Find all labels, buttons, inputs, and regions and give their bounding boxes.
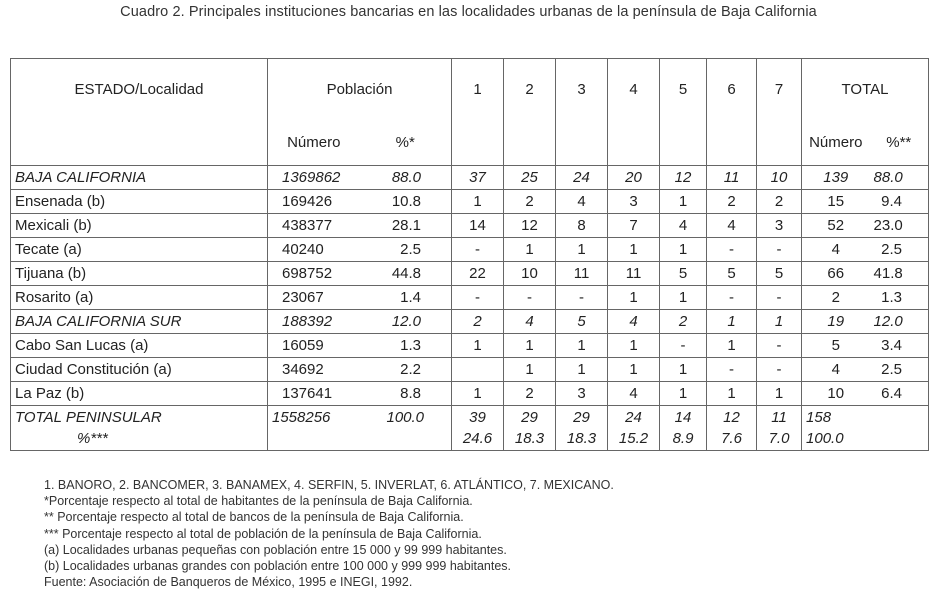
footnote-line: 1. BANORO, 2. BANCOMER, 3. BANAMEX, 4. SERFIN, 5. INVERLAT, 6. ATLÁNTICO, 7. MEXICANO. — [44, 478, 614, 492]
row-population-pct: 88.0 — [360, 166, 452, 190]
header-bank-6: 6 — [707, 59, 757, 166]
row-bank-2: 1 — [504, 358, 556, 382]
row-bank-2: 25 — [504, 166, 556, 190]
header-bank-7: 7 — [757, 59, 802, 166]
row-population-number: 40240 — [268, 238, 360, 262]
row-total-pct: 12.0 — [870, 310, 929, 334]
total-bank-count: 29 — [521, 409, 538, 426]
row-bank-2: 1 — [504, 334, 556, 358]
header-row-1 — [11, 59, 929, 135]
row-bank-3: 1 — [556, 238, 608, 262]
row-population-number: 137641 — [268, 382, 360, 406]
row-bank-4: 1 — [608, 286, 660, 310]
row-bank-5: 1 — [660, 238, 707, 262]
total-bank-count: 39 — [469, 409, 486, 426]
row-bank-7: - — [757, 358, 802, 382]
total-bank-count: 29 — [573, 409, 590, 426]
total-number-pct: 100.0 — [806, 430, 844, 447]
row-locality: Cabo San Lucas (a) — [11, 334, 268, 358]
row-bank-5: 1 — [660, 358, 707, 382]
table-row — [11, 262, 929, 286]
table-row — [11, 358, 929, 382]
row-total-number: 4 — [802, 358, 870, 382]
row-population-pct: 2.2 — [360, 358, 452, 382]
row-bank-3: 1 — [556, 358, 608, 382]
total-bank-pct: 18.3 — [514, 430, 545, 447]
total-population-number: 1558256 — [272, 409, 331, 426]
row-total-number: 5 — [802, 334, 870, 358]
table-row — [11, 310, 929, 334]
row-total-number: 4 — [802, 238, 870, 262]
row-bank-6: 1 — [707, 310, 757, 334]
row-bank-7: 5 — [757, 262, 802, 286]
row-population-pct: 44.8 — [360, 262, 452, 286]
total-bank-pct: 18.3 — [566, 430, 597, 447]
header-bank-3: 3 — [556, 59, 608, 166]
row-population-number: 188392 — [268, 310, 360, 334]
row-bank-6: - — [707, 238, 757, 262]
row-bank-5: 5 — [660, 262, 707, 286]
total-bank-pct: 24.6 — [462, 430, 493, 447]
total-bank-count: 14 — [674, 409, 692, 426]
row-population-number: 1369862 — [268, 166, 360, 190]
row-bank-6: 2 — [707, 190, 757, 214]
total-total-pct-cell — [870, 406, 929, 451]
row-bank-6: - — [707, 286, 757, 310]
row-bank-7: - — [757, 286, 802, 310]
row-bank-2: 4 — [504, 310, 556, 334]
row-bank-7: - — [757, 334, 802, 358]
row-bank-2: 12 — [504, 214, 556, 238]
header-bank-4: 4 — [608, 59, 660, 166]
footnotes — [44, 477, 614, 590]
footnote-line: (a) Localidades urbanas pequeñas con población entre 15 000 y 99 999 habitantes. — [44, 542, 507, 557]
table-title: Cuadro 2. Principales instituciones bancarias en las localidades urbanas de la península de Baja California — [120, 4, 817, 20]
header-total-numero: Número — [802, 134, 870, 166]
row-bank-7: 3 — [757, 214, 802, 238]
row-bank-3: 11 — [556, 262, 608, 286]
row-population-pct: 8.8 — [360, 382, 452, 406]
banks-table — [10, 58, 929, 451]
row-locality: Tijuana (b) — [11, 262, 268, 286]
total-bank-6 — [707, 406, 757, 451]
row-total-pct: 88.0 — [870, 166, 929, 190]
header-estado: ESTADO/Localidad — [11, 59, 268, 166]
row-bank-2: 2 — [504, 190, 556, 214]
row-bank-3: 8 — [556, 214, 608, 238]
total-row — [11, 406, 929, 451]
row-bank-4: 1 — [608, 334, 660, 358]
footnote-line: Fuente: Asociación de Banqueros de México, 1995 e INEGI, 1992. — [44, 575, 413, 590]
total-bank-pct: 8.9 — [672, 430, 694, 447]
total-bank-3 — [556, 406, 608, 451]
row-total-pct: 2.5 — [870, 238, 929, 262]
row-bank-5: 4 — [660, 214, 707, 238]
header-poblacion: Población — [268, 59, 452, 135]
row-bank-5: 12 — [660, 166, 707, 190]
total-bank-count: 11 — [771, 409, 787, 426]
row-bank-3: 24 — [556, 166, 608, 190]
row-bank-2: 1 — [504, 238, 556, 262]
row-population-number: 34692 — [268, 358, 360, 382]
table-row — [11, 166, 929, 190]
header-total-pct: %** — [870, 134, 929, 166]
row-population-number: 169426 — [268, 190, 360, 214]
row-population-pct: 1.3 — [360, 334, 452, 358]
total-bank-count: 12 — [723, 409, 740, 426]
total-bank-1 — [452, 406, 504, 451]
row-bank-4: 4 — [608, 310, 660, 334]
row-population-number: 438377 — [268, 214, 360, 238]
row-bank-6: 4 — [707, 214, 757, 238]
row-locality: BAJA CALIFORNIA SUR — [11, 310, 268, 334]
row-total-pct: 1.3 — [870, 286, 929, 310]
row-bank-2: 10 — [504, 262, 556, 286]
row-population-number: 698752 — [268, 262, 360, 286]
table-row — [11, 382, 929, 406]
total-population-pct: 100.0 — [386, 409, 425, 426]
total-label: TOTAL PENINSULAR — [15, 409, 162, 426]
total-number: 158 — [806, 409, 832, 426]
table-row — [11, 190, 929, 214]
table-row — [11, 286, 929, 310]
footnote-line: *Porcentaje respecto al total de habitantes de la península de Baja California. — [44, 494, 473, 509]
row-bank-1: 37 — [452, 166, 504, 190]
row-population-pct: 10.8 — [360, 190, 452, 214]
row-bank-4: 1 — [608, 238, 660, 262]
row-bank-7: - — [757, 238, 802, 262]
row-total-number: 139 — [802, 166, 870, 190]
row-total-pct: 6.4 — [870, 382, 929, 406]
row-locality: La Paz (b) — [11, 382, 268, 406]
row-total-number: 66 — [802, 262, 870, 286]
row-bank-6: 11 — [707, 166, 757, 190]
header-bank-2: 2 — [504, 59, 556, 166]
row-locality: Mexicali (b) — [11, 214, 268, 238]
row-total-pct: 9.4 — [870, 190, 929, 214]
total-bank-pct: 7.0 — [768, 430, 790, 447]
row-bank-7: 1 — [757, 310, 802, 334]
row-bank-4: 11 — [608, 262, 660, 286]
row-bank-5: 2 — [660, 310, 707, 334]
row-bank-2: 2 — [504, 382, 556, 406]
row-bank-1: 1 — [452, 382, 504, 406]
row-population-pct: 28.1 — [360, 214, 452, 238]
row-population-pct: 2.5 — [360, 238, 452, 262]
row-bank-6: 1 — [707, 382, 757, 406]
row-total-number: 19 — [802, 310, 870, 334]
row-total-pct: 23.0 — [870, 214, 929, 238]
row-total-number: 2 — [802, 286, 870, 310]
header-total: TOTAL — [802, 59, 929, 135]
row-bank-7: 10 — [757, 166, 802, 190]
table-row — [11, 238, 929, 262]
row-bank-1: - — [452, 286, 504, 310]
total-bank-5 — [660, 406, 707, 451]
row-population-number: 16059 — [268, 334, 360, 358]
row-bank-1: 22 — [452, 262, 504, 286]
row-bank-4: 20 — [608, 166, 660, 190]
row-locality: Tecate (a) — [11, 238, 268, 262]
row-bank-1: 1 — [452, 334, 504, 358]
total-total-number-cell — [802, 406, 870, 451]
row-population-pct: 12.0 — [360, 310, 452, 334]
row-bank-1: - — [452, 238, 504, 262]
row-population-pct: 1.4 — [360, 286, 452, 310]
row-bank-2: - — [504, 286, 556, 310]
row-bank-1: 2 — [452, 310, 504, 334]
row-bank-3: 3 — [556, 382, 608, 406]
row-bank-5: 1 — [660, 190, 707, 214]
row-bank-6: 5 — [707, 262, 757, 286]
row-bank-1 — [452, 358, 504, 382]
total-bank-pct: 15.2 — [618, 430, 649, 447]
row-bank-4: 7 — [608, 214, 660, 238]
total-bank-count: 24 — [625, 409, 642, 426]
total-bank-4 — [608, 406, 660, 451]
row-bank-5: 1 — [660, 382, 707, 406]
header-bank-5: 5 — [660, 59, 707, 166]
table-row — [11, 334, 929, 358]
total-pop-number-cell — [268, 406, 360, 451]
total-bank-pct: 7.6 — [721, 430, 742, 447]
row-total-number: 52 — [802, 214, 870, 238]
header-pct: %* — [360, 134, 452, 166]
row-total-pct: 41.8 — [870, 262, 929, 286]
row-bank-7: 1 — [757, 382, 802, 406]
header-bank-1: 1 — [452, 59, 504, 166]
total-sub-label: %*** — [77, 430, 108, 447]
row-bank-3: 5 — [556, 310, 608, 334]
footnote-line: (b) Localidades urbanas grandes con población entre 100 000 y 999 999 habitantes. — [44, 559, 512, 574]
row-bank-3: 4 — [556, 190, 608, 214]
total-bank-2 — [504, 406, 556, 451]
row-bank-3: 1 — [556, 334, 608, 358]
footnote-line: *** Porcentaje respecto al total de población de la península de Baja California. — [44, 526, 482, 541]
row-bank-4: 1 — [608, 358, 660, 382]
row-bank-5: - — [660, 334, 707, 358]
row-bank-4: 4 — [608, 382, 660, 406]
row-locality: Ensenada (b) — [11, 190, 268, 214]
row-bank-3: - — [556, 286, 608, 310]
total-bank-7 — [757, 406, 802, 451]
row-bank-1: 14 — [452, 214, 504, 238]
row-bank-6: 1 — [707, 334, 757, 358]
row-total-pct: 3.4 — [870, 334, 929, 358]
row-total-number: 15 — [802, 190, 870, 214]
row-locality: Ciudad Constitución (a) — [11, 358, 268, 382]
row-population-number: 23067 — [268, 286, 360, 310]
footnote-line: ** Porcentaje respecto al total de bancos de la península de Baja California. — [44, 510, 464, 525]
row-total-number: 10 — [802, 382, 870, 406]
row-bank-1: 1 — [452, 190, 504, 214]
row-locality: Rosarito (a) — [11, 286, 268, 310]
table-row — [11, 214, 929, 238]
total-pop-pct-cell — [360, 406, 452, 451]
row-bank-7: 2 — [757, 190, 802, 214]
header-numero: Número — [268, 134, 360, 166]
row-total-pct: 2.5 — [870, 358, 929, 382]
total-locality — [11, 406, 268, 451]
row-bank-4: 3 — [608, 190, 660, 214]
row-locality: BAJA CALIFORNIA — [11, 166, 268, 190]
row-bank-5: 1 — [660, 286, 707, 310]
row-bank-6: - — [707, 358, 757, 382]
